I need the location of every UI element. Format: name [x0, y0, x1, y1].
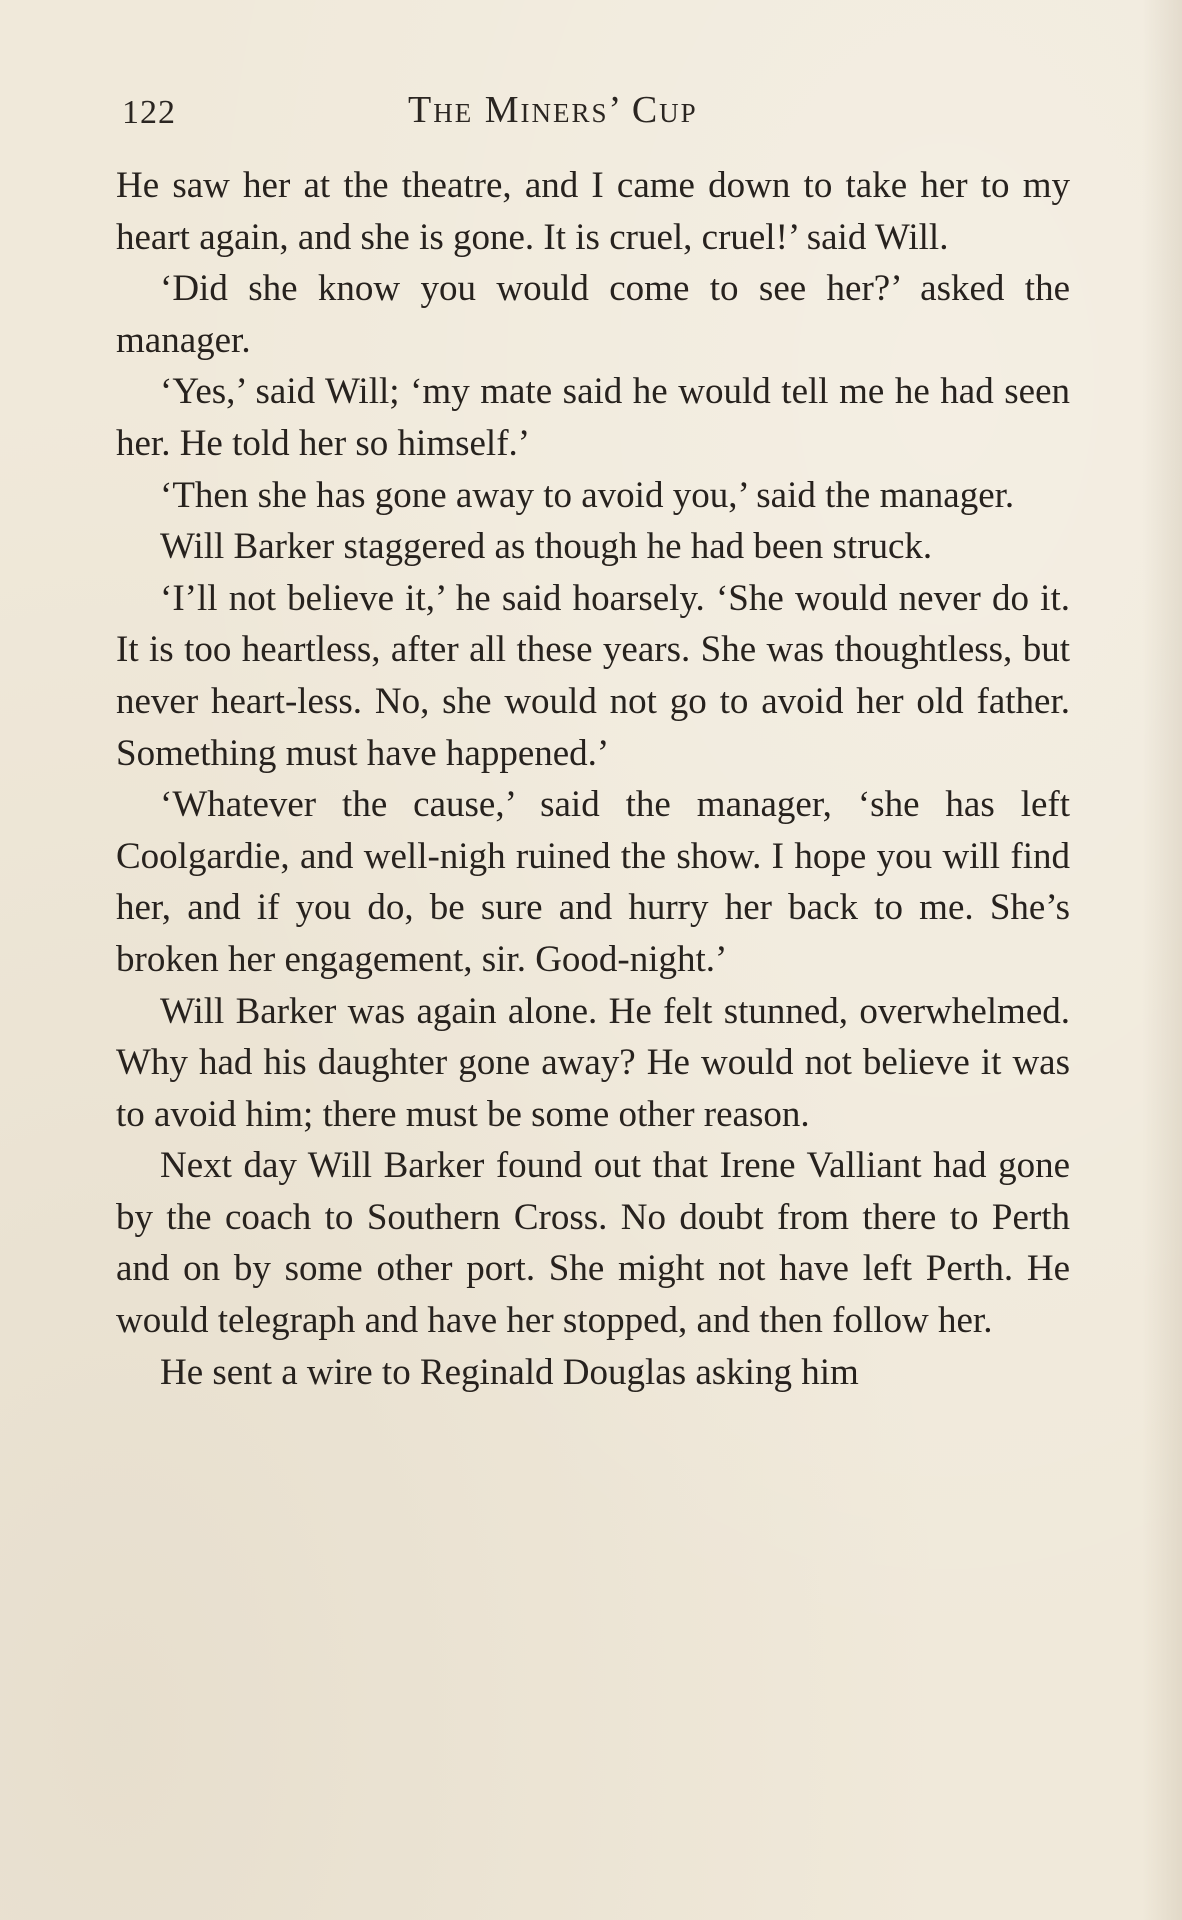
paragraph-7: ‘Whatever the cause,’ said the manager, ‘she has left Coolgardie, and well-nigh ruined the show. I hope you will find her, and if you do, be sure and hurry her back to me. She’s broken her engagement, sir. Good-night.’ [116, 784, 1070, 980]
body-text [116, 160, 1070, 1398]
paragraph-3: ‘Yes,’ said Will; ‘my mate said he would tell me he had seen her. He told her so himself.’ [116, 371, 1070, 464]
paragraph-1: He saw her at the theatre, and I came down to take her to my heart again, and she is gone. It is cruel, cruel!’ said Will. [116, 165, 1070, 258]
page-header [118, 88, 1070, 138]
paragraph-6: ‘I’ll not believe it,’ he said hoarsely. ‘She would never do it. It is too heartless, after all these years. She was thoughtless, but never heart-less. No, she would not go to avoid her old father. Something must have happened.’ [116, 577, 1070, 774]
paragraph-2: ‘Did she know you would come to see her?’ asked the manager. [116, 268, 1070, 361]
paragraph-8: Will Barker was again alone. He felt stunned, overwhelmed. Why had his daughter gone away? He would not believe it was to avoid him; there must be some other reason. [116, 990, 1070, 1135]
paragraph-9: Next day Will Barker found out that Irene Valliant had gone by the coach to Southern Cross. No doubt from there to Perth and on by some other port. She might not have left Perth. He would telegraph and have her stopped, and then follow her. [116, 1145, 1070, 1342]
paragraph-4: ‘Then she has gone away to avoid you,’ said the manager. [160, 474, 1015, 516]
page-edge-shadow [1142, 0, 1182, 1920]
paragraph-10: He sent a wire to Reginald Douglas asking him [160, 1351, 859, 1393]
page-number: 122 [122, 94, 176, 131]
running-title: The Miners’ Cup [408, 89, 698, 131]
paragraph-5: Will Barker staggered as though he had been struck. [160, 526, 933, 568]
